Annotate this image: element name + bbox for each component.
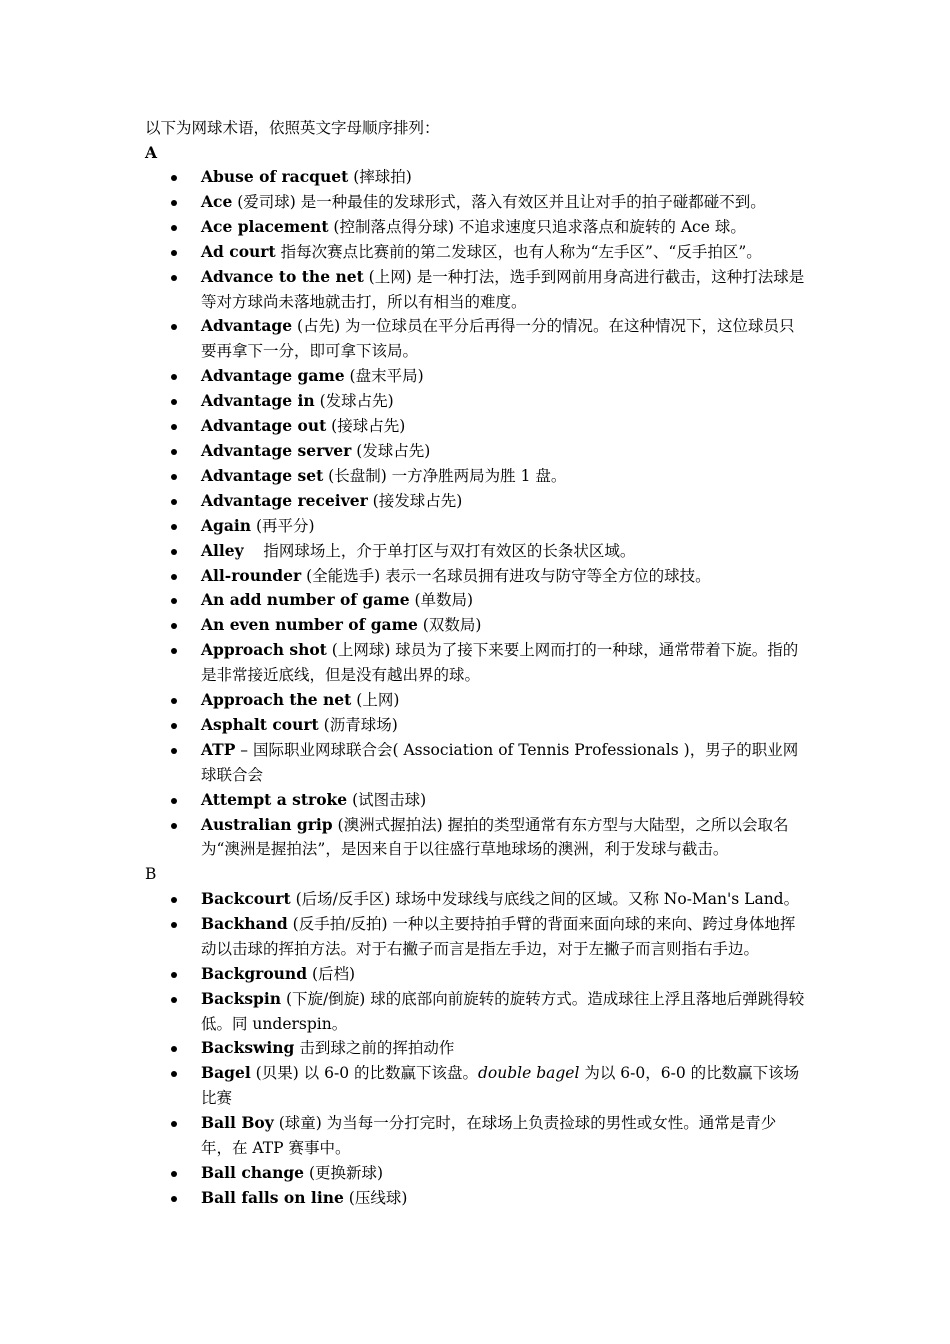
list-item xyxy=(0,215,807,240)
term-desc: (压线球) xyxy=(343,1188,408,1207)
term-name: Advantage set xyxy=(201,465,324,485)
list-item xyxy=(0,314,807,364)
term-name: Approach the net xyxy=(201,690,352,710)
list-item xyxy=(0,788,807,813)
list-item xyxy=(0,713,807,738)
list-item xyxy=(0,738,807,788)
bullet-icon xyxy=(171,748,177,754)
bullet-icon xyxy=(171,1121,177,1127)
term-desc: (摔球拍) xyxy=(348,168,412,186)
list-item xyxy=(0,439,807,464)
term-name: Advantage out xyxy=(201,416,327,436)
bullet-icon xyxy=(171,399,177,405)
list-item xyxy=(0,265,807,315)
term-desc: (反手拍/反拍) 一种以主要持拍手臂的背面来面向球的来向、跨过身体地挥动以击球的挥拍方法。对于右撇子而言是指左手边，对于左撇子而言则指右手边。 xyxy=(201,914,796,958)
list-item xyxy=(0,588,807,613)
term-name: Advantage in xyxy=(201,391,315,411)
bullet-icon xyxy=(171,972,177,978)
term-desc: (沥青球场) xyxy=(318,715,398,734)
bullet-icon xyxy=(171,1171,177,1177)
term-name: All-rounder xyxy=(201,565,302,585)
list-item xyxy=(0,887,807,912)
term-name: Asphalt court xyxy=(201,714,319,734)
term-desc: (贝果) 以 6-0 的比数赢下该盘。 xyxy=(250,1064,478,1083)
bullet-icon xyxy=(171,623,177,629)
term-name: ATP xyxy=(201,739,236,759)
term-name: Ace placement xyxy=(201,216,329,236)
list-item xyxy=(0,240,807,265)
bullet-icon xyxy=(171,723,177,729)
term-name: An even number of game xyxy=(201,615,418,635)
list-item xyxy=(0,464,807,489)
term-desc: (后档) xyxy=(307,964,356,983)
bullet-icon xyxy=(171,424,177,430)
bullet-icon xyxy=(171,324,177,330)
term-desc: (接球占先) xyxy=(326,417,406,436)
term-name: Backswing xyxy=(201,1038,295,1058)
term-name: Advantage xyxy=(201,316,293,336)
term-name: Ball change xyxy=(201,1162,305,1182)
term-desc: (发球占先) xyxy=(314,392,394,411)
bullet-icon xyxy=(171,1196,177,1202)
term-desc: (占先) 为一位球员在平分后再得一分的情况。在这种情况下，这位球员只要再拿下一分，即可拿下该局。 xyxy=(201,317,795,361)
term-name: An add number of game xyxy=(201,590,410,610)
list-item xyxy=(0,1061,807,1111)
list-item xyxy=(0,613,807,638)
term-desc: (长盘制) 一方净胜两局为胜 1 盘。 xyxy=(323,466,567,485)
list-item xyxy=(0,364,807,389)
list-item xyxy=(0,1111,807,1161)
term-list-a xyxy=(0,165,950,862)
list-item xyxy=(0,987,807,1037)
list-item xyxy=(0,414,807,439)
list-item xyxy=(0,539,807,564)
bullet-icon xyxy=(171,200,177,206)
bullet-icon xyxy=(171,698,177,704)
term-desc: (再平分) xyxy=(251,516,315,535)
term-name: Background xyxy=(201,963,308,983)
bullet-icon xyxy=(171,524,177,530)
bullet-icon xyxy=(171,798,177,804)
term-desc: (双数局) xyxy=(417,616,482,635)
term-desc: (控制落点得分球) 不追求速度只追求落点和旋转的 Ace 球。 xyxy=(328,217,746,236)
term-desc: (上网) 是一种打法，选手到网前用身高进行截击，这种打法球是等对方球尚未落地就击打，所以有相当的难度。 xyxy=(201,267,805,311)
term-name: Advance to the net xyxy=(201,266,364,286)
list-item xyxy=(0,564,807,589)
bullet-icon xyxy=(171,598,177,604)
term-italic: double bagel xyxy=(478,1064,580,1083)
term-name: Ball Boy xyxy=(201,1113,274,1133)
term-name: Approach shot xyxy=(201,640,327,660)
list-item xyxy=(0,389,807,414)
term-desc: (上网) xyxy=(351,691,400,710)
bullet-icon xyxy=(171,374,177,380)
list-item xyxy=(0,1161,807,1186)
bullet-icon xyxy=(171,225,177,231)
list-item xyxy=(0,1036,807,1061)
term-name: Abuse of racquet xyxy=(201,167,349,186)
bullet-icon xyxy=(171,922,177,928)
bullet-icon xyxy=(171,1071,177,1077)
term-desc: (试图击球) xyxy=(347,790,427,809)
term-name: Ad court xyxy=(201,241,276,261)
term-name: Attempt a stroke xyxy=(201,789,348,809)
term-desc: (上网球) 球员为了接下来要上网而打的一种球，通常带着下旋。指的是非常接近底线，但是没有越出界的球。 xyxy=(201,641,799,685)
bullet-icon xyxy=(171,175,177,181)
term-desc-continued: 为以 6-0，6-0 的比数赢下该场比赛 xyxy=(201,1064,800,1108)
term-list-b xyxy=(0,887,950,1211)
term-name: Backcourt xyxy=(201,889,291,908)
list-item xyxy=(0,688,807,713)
bullet-icon xyxy=(171,549,177,555)
bullet-icon xyxy=(171,997,177,1003)
term-desc: 指网球场上，介于单打区与双打有效区的长条状区域。 xyxy=(243,541,636,560)
list-item xyxy=(0,1186,807,1211)
term-desc: (发球占先) xyxy=(351,441,431,460)
list-item xyxy=(0,638,807,688)
term-desc: 指每次赛点比赛前的第二发球区，也有人称为“左手区”、“反手拍区”。 xyxy=(275,242,762,261)
list-item xyxy=(0,165,807,190)
list-item xyxy=(0,190,807,215)
term-desc: (单数局) xyxy=(409,591,474,610)
bullet-icon xyxy=(171,474,177,480)
term-name: Advantage game xyxy=(201,366,345,386)
term-name: Advantage server xyxy=(201,440,352,460)
term-desc: – 国际职业网球联合会( Association of Tennis Professionals )，男子的职业网球联合会 xyxy=(201,740,799,784)
term-desc: (下旋/倒旋) 球的底部向前旋转的旋转方式。造成球往上浮且落地后弹跳得较低。同 underspin。 xyxy=(201,989,805,1033)
term-name: Backspin xyxy=(201,988,282,1008)
term-name: Australian grip xyxy=(201,814,333,834)
list-item xyxy=(0,813,807,863)
bullet-icon xyxy=(171,250,177,256)
list-item xyxy=(0,489,807,514)
section-letter-b: B xyxy=(145,865,157,883)
term-name: Ball falls on line xyxy=(201,1187,344,1207)
list-item xyxy=(0,912,807,962)
term-name: Again xyxy=(201,515,252,535)
list-item xyxy=(0,514,807,539)
term-desc: (接发球占先) xyxy=(367,491,463,510)
term-name: Ace xyxy=(201,191,233,211)
intro-text: 以下为网球术语，依照英文字母顺序排列： xyxy=(145,119,440,137)
term-desc: (澳洲式握拍法) 握拍的类型通常有东方型与大陆型，之所以会取名为“澳洲是握拍法”，是因来自于以往盛行草地球场的澳洲，利于发球与截击。 xyxy=(201,815,789,859)
term-desc: (爱司球) 是一种最佳的发球形式，落入有效区并且让对手的拍子碰都碰不到。 xyxy=(232,192,766,211)
term-desc: (球童) 为当每一分打完时，在球场上负责捡球的男性或女性。通常是青少年，在 ATP 赛事中。 xyxy=(201,1114,777,1158)
list-item xyxy=(0,962,807,987)
bullet-icon xyxy=(171,275,177,281)
term-desc: 击到球之前的挥拍动作 xyxy=(294,1039,455,1058)
term-desc: (全能选手) 表示一名球员拥有进攻与防守等全方位的球技。 xyxy=(301,566,711,585)
bullet-icon xyxy=(171,897,177,903)
term-desc: (更换新球) xyxy=(304,1163,384,1182)
term-desc: (后场/反手区) 球场中发球线与底线之间的区域。又称 No-Man's Land。 xyxy=(290,890,800,908)
term-name: Backhand xyxy=(201,913,288,933)
section-letter-a: A xyxy=(145,143,158,162)
bullet-icon xyxy=(171,499,177,505)
bullet-icon xyxy=(171,823,177,829)
bullet-icon xyxy=(171,449,177,455)
bullet-icon xyxy=(171,1046,177,1052)
term-name: Bagel xyxy=(201,1063,251,1083)
term-name: Advantage receiver xyxy=(201,490,368,510)
term-name: Alley xyxy=(201,540,244,560)
bullet-icon xyxy=(171,574,177,580)
term-desc: (盘末平局) xyxy=(344,367,424,386)
bullet-icon xyxy=(171,648,177,654)
